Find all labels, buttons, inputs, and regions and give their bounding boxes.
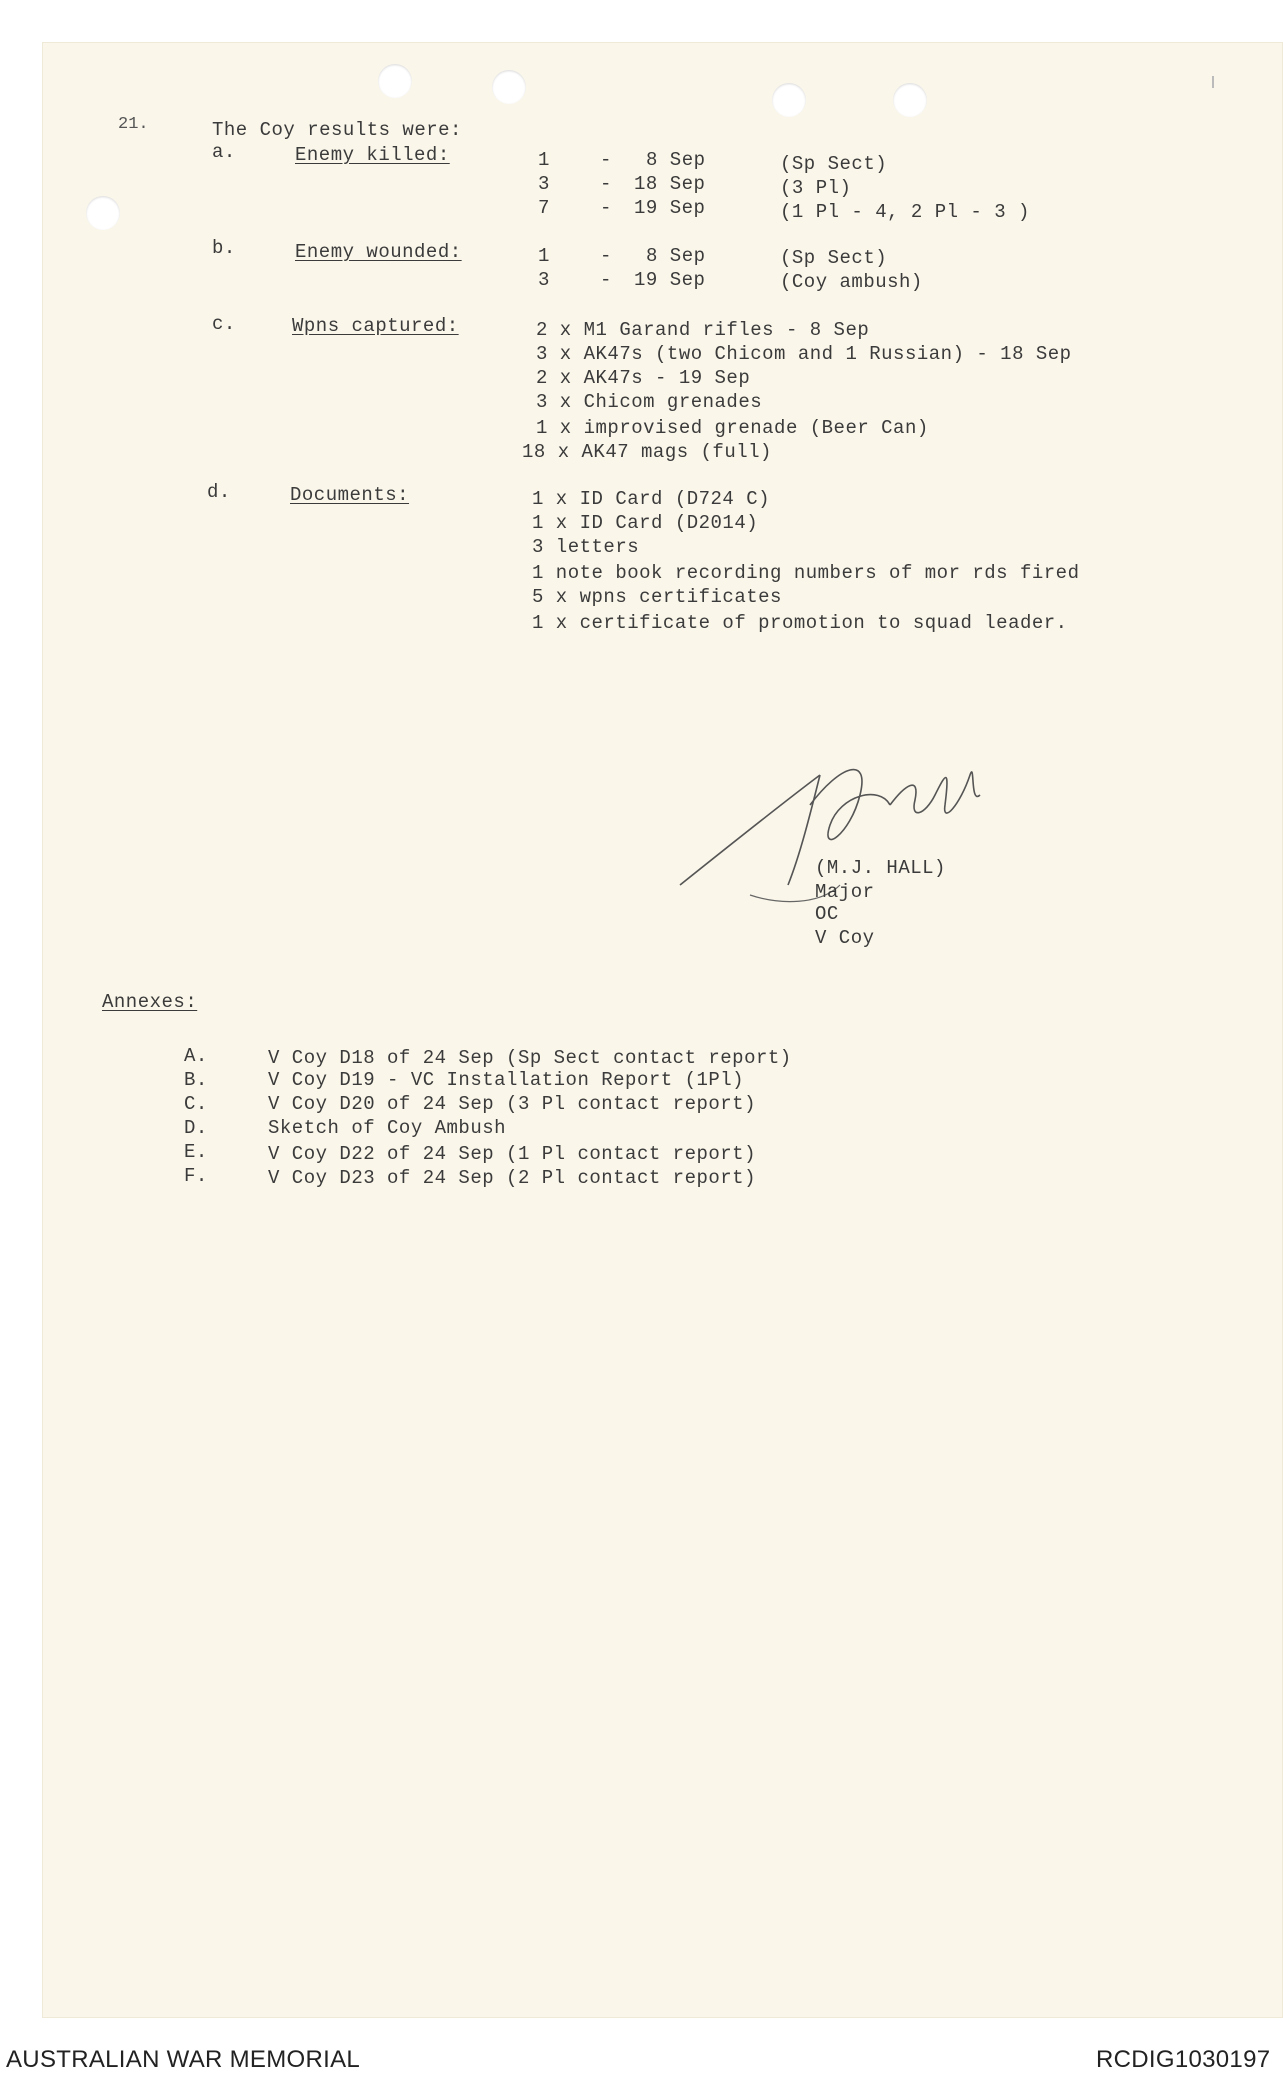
signatory-unit: V Coy — [815, 927, 875, 949]
row-date: 18 Sep — [634, 173, 706, 195]
list-item: 5 x wpns certificates — [532, 586, 782, 608]
punch-hole — [492, 70, 526, 104]
row-count: 3 — [538, 173, 550, 195]
list-item: 2 x AK47s - 19 Sep — [536, 367, 751, 389]
row-count: 7 — [538, 197, 550, 219]
row-note: (Sp Sect) — [780, 247, 888, 269]
annex-letter: D. — [184, 1117, 208, 1139]
signatory-role: OC — [815, 903, 839, 925]
section-heading-documents: Documents: — [290, 484, 410, 506]
list-item: 1 x improvised grenade (Beer Can) — [536, 417, 929, 439]
list-item: 1 note book recording numbers of mor rds fired — [532, 562, 1080, 584]
row-note: (Coy ambush) — [780, 271, 923, 293]
annex-text: V Coy D20 of 24 Sep (3 Pl contact report) — [268, 1093, 756, 1115]
list-item: 3 letters — [532, 536, 640, 558]
annex-text: V Coy D23 of 24 Sep (2 Pl contact report) — [268, 1167, 756, 1189]
signatory-rank: Major — [815, 881, 875, 903]
footer-record-id: RCDIG1030197 — [1096, 2046, 1271, 2073]
punch-hole — [893, 83, 927, 117]
row-date: 8 Sep — [646, 149, 706, 171]
section-letter: b. — [212, 237, 236, 259]
row-date: 19 Sep — [634, 197, 706, 219]
section-heading-wpns-captured: Wpns captured: — [292, 315, 459, 337]
annex-letter: E. — [184, 1141, 208, 1163]
list-item: 1 x certificate of promotion to squad leader. — [532, 612, 1068, 634]
section-letter: c. — [212, 313, 236, 335]
intro-text: The Coy results were: — [212, 119, 462, 141]
annex-text: Sketch of Coy Ambush — [268, 1117, 507, 1139]
row-dash: - — [600, 197, 612, 219]
annex-text: V Coy D19 - VC Installation Report (1Pl) — [268, 1069, 745, 1091]
punch-hole — [86, 196, 120, 230]
annexes-heading: Annexes: — [102, 991, 198, 1013]
row-dash: - — [600, 245, 612, 267]
row-count: 3 — [538, 269, 550, 291]
row-date: 8 Sep — [646, 245, 706, 267]
row-dash: - — [600, 269, 612, 291]
annex-text: V Coy D22 of 24 Sep (1 Pl contact report) — [268, 1143, 756, 1165]
section-letter: d. — [207, 481, 231, 503]
signatory-name: (M.J. HALL) — [815, 857, 946, 879]
edge-mark — [1212, 76, 1214, 88]
section-letter: a. — [212, 141, 236, 163]
paragraph-number: 21. — [118, 115, 149, 134]
annex-letter: B. — [184, 1069, 208, 1091]
footer-archive-name: AUSTRALIAN WAR MEMORIAL — [6, 2046, 361, 2073]
row-date: 19 Sep — [634, 269, 706, 291]
annex-letter: A. — [184, 1045, 208, 1067]
row-count: 1 — [538, 149, 550, 171]
punch-hole — [378, 64, 412, 98]
list-item: 1 x ID Card (D2014) — [532, 512, 759, 534]
list-item: 3 x AK47s (two Chicom and 1 Russian) - 18 Sep — [536, 343, 1072, 365]
list-item: 18 x AK47 mags (full) — [522, 441, 772, 463]
row-dash: - — [600, 149, 612, 171]
section-heading-enemy-wounded: Enemy wounded: — [295, 241, 462, 263]
annex-letter: C. — [184, 1093, 208, 1115]
annex-text: V Coy D18 of 24 Sep (Sp Sect contact report) — [268, 1047, 792, 1069]
row-count: 1 — [538, 245, 550, 267]
row-note: (1 Pl - 4, 2 Pl - 3 ) — [780, 201, 1030, 223]
annex-letter: F. — [184, 1165, 208, 1187]
section-heading-enemy-killed: Enemy killed: — [295, 144, 450, 166]
list-item: 2 x M1 Garand rifles - 8 Sep — [536, 319, 870, 341]
row-note: (Sp Sect) — [780, 153, 888, 175]
row-dash: - — [600, 173, 612, 195]
row-note: (3 Pl) — [780, 177, 852, 199]
list-item: 1 x ID Card (D724 C) — [532, 488, 771, 510]
list-item: 3 x Chicom grenades — [536, 391, 763, 413]
punch-hole — [772, 83, 806, 117]
